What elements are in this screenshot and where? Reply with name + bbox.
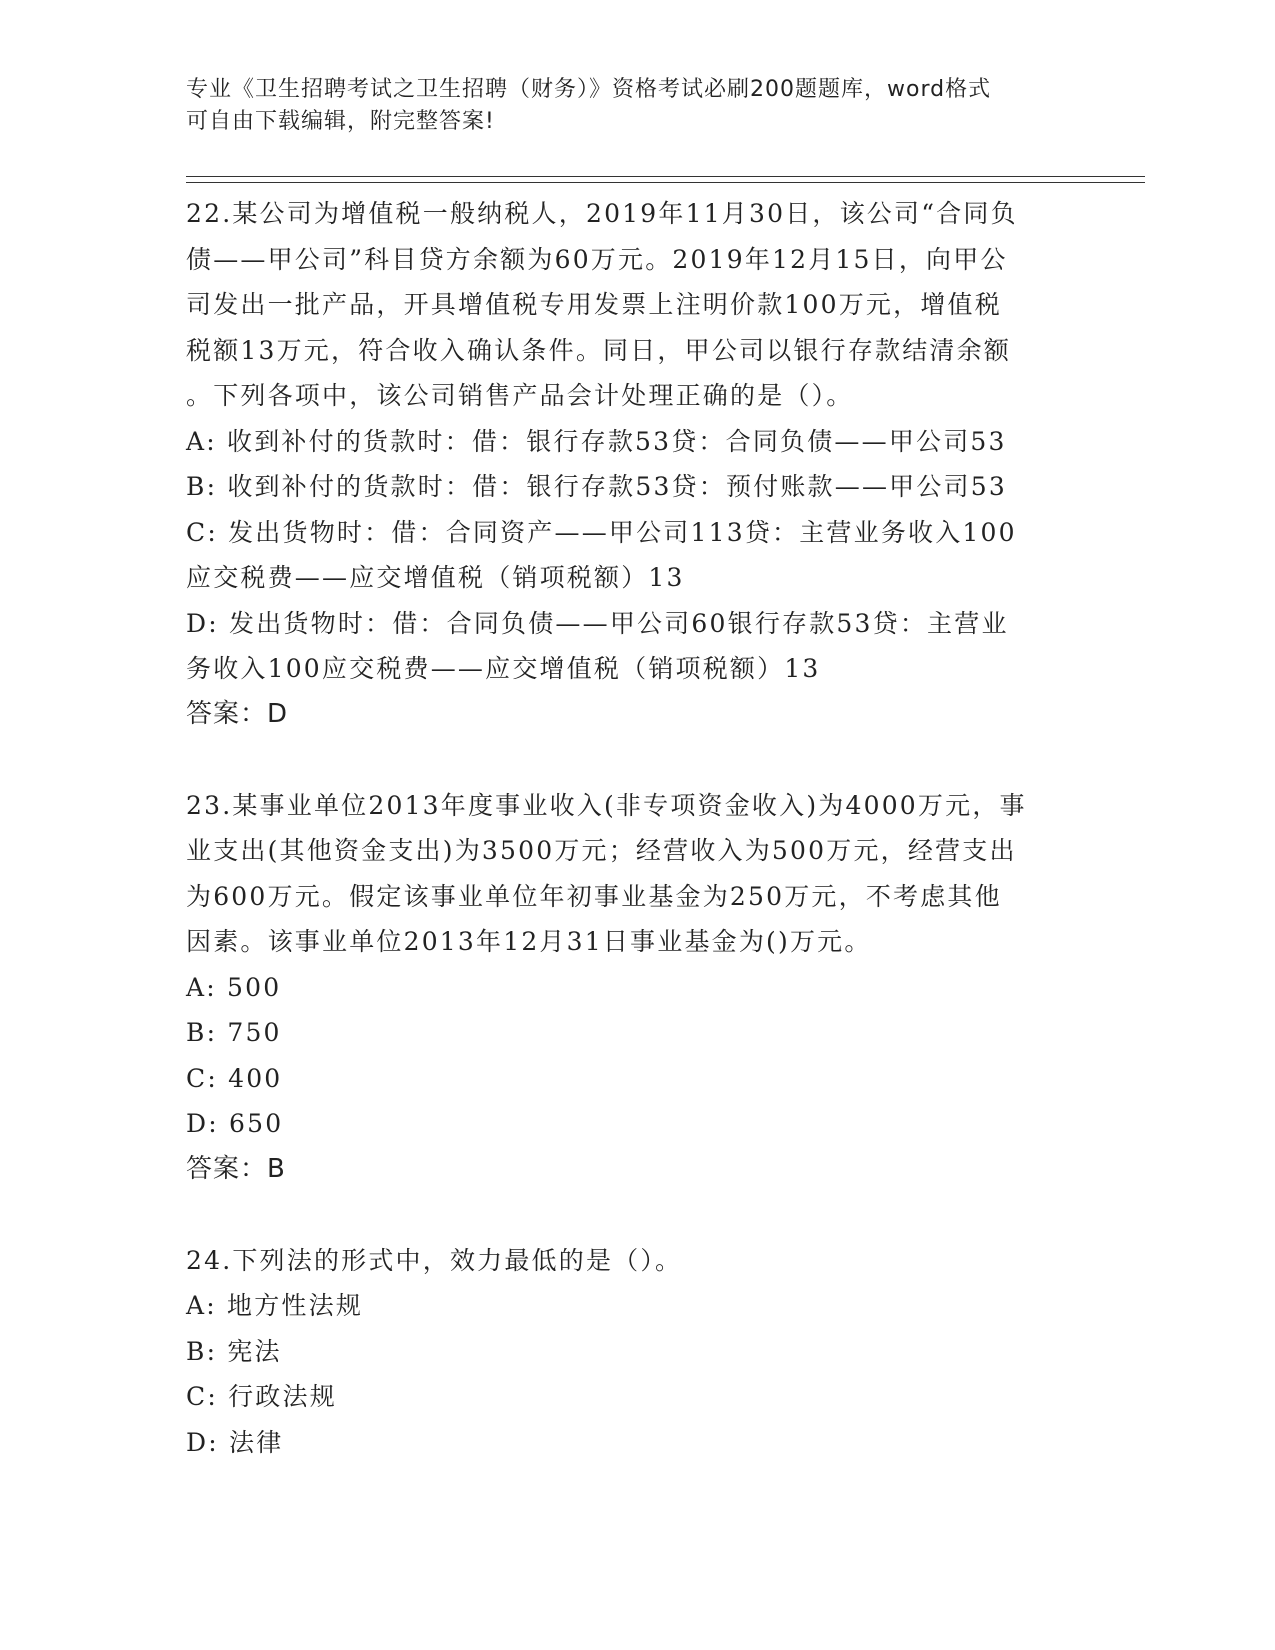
document-header [186, 74, 1086, 138]
option-a: A: 地方性法规 [186, 1291, 364, 1320]
option-a: A: 500 [186, 972, 282, 1002]
header-divider-top [186, 176, 1145, 177]
header-line-2: 可自由下载编辑，附完整答案! [186, 109, 495, 134]
header-line-1: 专业《卫生招聘考试之卫生招聘（财务）》资格考试必刷200题题库，word格式 [186, 77, 992, 102]
question-text-line: 税额13万元，符合收入确认条件。同日，甲公司以银行存款结清余额 [186, 335, 1012, 365]
question-spacer [186, 1192, 1086, 1238]
question-spacer [186, 737, 1086, 783]
option-d: D: 650 [186, 1109, 284, 1138]
question-text-line: 为600万元。假定该事业单位年初事业基金为250万元，不考虑其他 [186, 881, 1002, 911]
question-23 [186, 783, 1086, 1193]
option-b: B: 宪法 [186, 1336, 282, 1366]
question-text-line: 。下列各项中，该公司销售产品会计处理正确的是（）。 [186, 381, 854, 410]
question-text-line: 业支出(其他资金支出)为3500万元；经营收入为500万元，经营支出 [186, 836, 1017, 865]
option-d-continued: 务收入100应交税费——应交增值税（销项税额）13 [186, 654, 821, 683]
question-text-line: 23.某事业单位2013年度事业收入(非专项资金收入)为4000万元，事 [186, 790, 1027, 820]
option-c: C: 发出货物时：借：合同资产——甲公司113贷：主营业务收入100 [186, 517, 1017, 547]
option-d: D: 法律 [186, 1427, 284, 1457]
option-d: D: 发出货物时：借：合同负债——甲公司60银行存款53贷：主营业 [186, 608, 1009, 638]
question-text-line: 因素。该事业单位2013年12月31日事业基金为()万元。 [186, 927, 872, 956]
question-text-line: 司发出一批产品，开具增值税专用发票上注明价款100万元，增值税 [186, 290, 1002, 319]
question-text-line: 22.某公司为增值税一般纳税人，2019年11月30日，该公司“合同负 [186, 199, 1018, 228]
option-b: B: 收到补付的货款时：借：银行存款53贷：预付账款——甲公司53 [186, 472, 1007, 501]
option-c-continued: 应交税费——应交增值税（销项税额）13 [186, 563, 685, 592]
answer-line: 答案：B [186, 1153, 286, 1184]
question-22 [186, 191, 1086, 737]
header-divider-bottom [186, 182, 1145, 183]
option-c: C: 行政法规 [186, 1382, 337, 1411]
answer-line: 答案：D [186, 698, 289, 729]
option-a: A: 收到补付的货款时：借：银行存款53贷：合同负债——甲公司53 [186, 426, 1007, 456]
option-b: B: 750 [186, 1018, 282, 1047]
question-text-line: 债——甲公司”科目贷方余额为60万元。2019年12月15日，向甲公 [186, 244, 1008, 274]
document-body [186, 191, 1086, 1465]
question-text-line: 24.下列法的形式中，效力最低的是（）。 [186, 1245, 683, 1275]
question-24 [186, 1238, 1086, 1466]
option-c: C: 400 [186, 1063, 283, 1093]
